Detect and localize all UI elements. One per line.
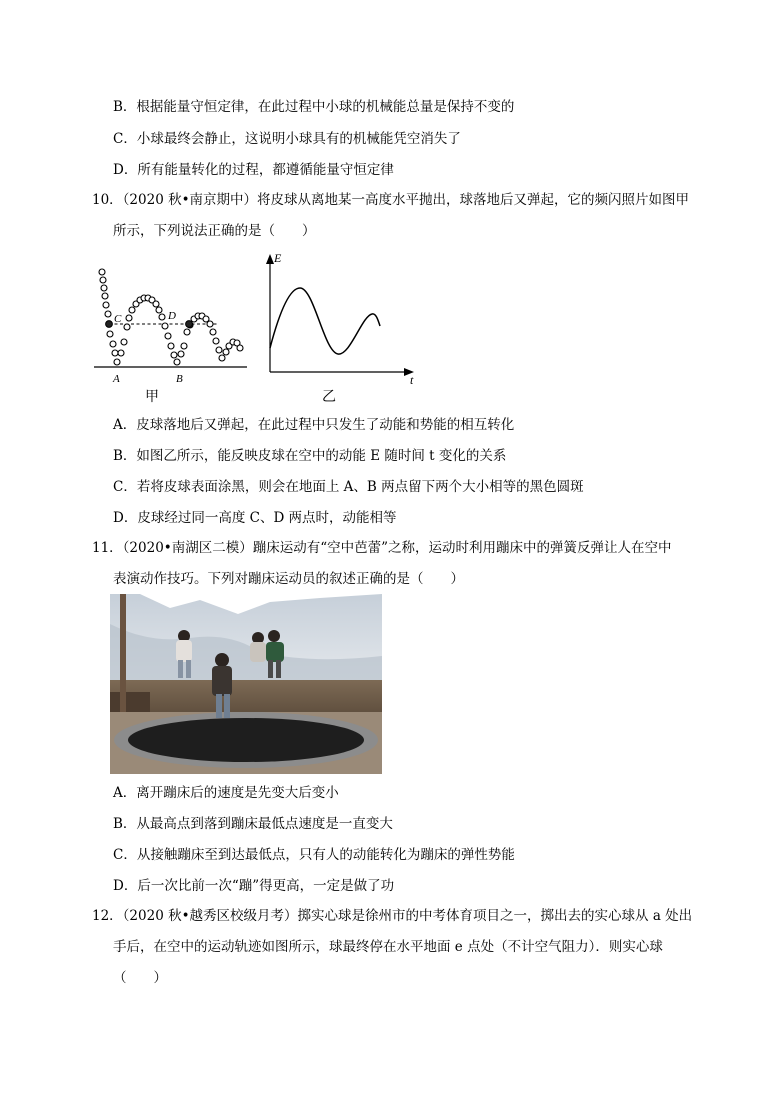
- q9-option-d: D．所有能量转化的过程，都遵循能量守恒定律: [113, 162, 394, 178]
- q11-option-b: B．从最高点到落到蹦床最低点速度是一直变大: [113, 816, 393, 832]
- x-axis-label: t: [410, 373, 414, 385]
- trampoline-photo: [110, 594, 382, 774]
- q10-option-d: D．皮球经过同一高度 C、D 两点时，动能相等: [113, 510, 397, 526]
- q12-stem-line2: 手后，在空中的运动轨迹如图所示，球最终停在水平地面 e 点处（不计空气阻力）．则实心球: [113, 939, 663, 955]
- q11-option-c: C．从接触蹦床至到达最低点，只有人的动能转化为蹦床的弹性势能: [113, 847, 515, 863]
- q9-option-c: C．小球最终会静止，这说明小球具有的机械能凭空消失了: [113, 131, 461, 147]
- label-d: D: [168, 310, 176, 322]
- label-a: A: [113, 373, 120, 385]
- q11-stem-line1: 11．（2020•南湖区二模）蹦床运动有“空中芭蕾”之称，运动时利用蹦床中的弹簧反弹让人在空中: [92, 540, 672, 556]
- q11-option-d: D．后一次比前一次“蹦”得更高，一定是做了功: [113, 878, 395, 894]
- q10-option-a: A．皮球落地后又弹起，在此过程中只发生了动能和势能的相互转化: [113, 417, 515, 433]
- y-axis-label: E: [274, 251, 282, 265]
- label-b: B: [176, 373, 183, 385]
- q10-option-b: B．如图乙所示，能反映皮球在空中的动能 E 随时间 t 变化的关系: [113, 448, 507, 464]
- q9-option-b: B．根据能量守恒定律，在此过程中小球的机械能总量是保持不变的: [113, 99, 515, 115]
- figure-jia: [92, 262, 252, 388]
- energy-curve: [270, 288, 380, 354]
- figure-yi: [262, 250, 422, 385]
- y-axis: [266, 254, 274, 372]
- x-axis: [270, 368, 414, 376]
- label-c: C: [114, 313, 122, 325]
- caption-jia: 甲: [145, 389, 159, 405]
- q11-option-a: A．离开蹦床后的速度是先变大后变小: [113, 785, 339, 801]
- q10-option-c: C．若将皮球表面涂黑，则会在地面上 A、B 两点留下两个大小相等的黑色圆斑: [113, 479, 584, 495]
- q12-stem-line1: 12．（2020 秋•越秀区校级月考）掷实心球是徐州市的中考体育项目之一，掷出去的实心球从 a 处出: [92, 908, 693, 924]
- caption-yi: 乙: [322, 389, 336, 405]
- q12-stem-line3: （ ）: [113, 970, 167, 986]
- q10-stem-line2: 所示，下列说法正确的是（ ）: [113, 223, 316, 239]
- q10-stem-line1: 10．（2020 秋•南京期中）将皮球从离地某一高度水平抛出，球落地后又弹起，它的频闪照片如图甲: [92, 192, 690, 208]
- q11-stem-line2: 表演动作技巧。下列对蹦床运动员的叙述正确的是（ ）: [113, 571, 464, 587]
